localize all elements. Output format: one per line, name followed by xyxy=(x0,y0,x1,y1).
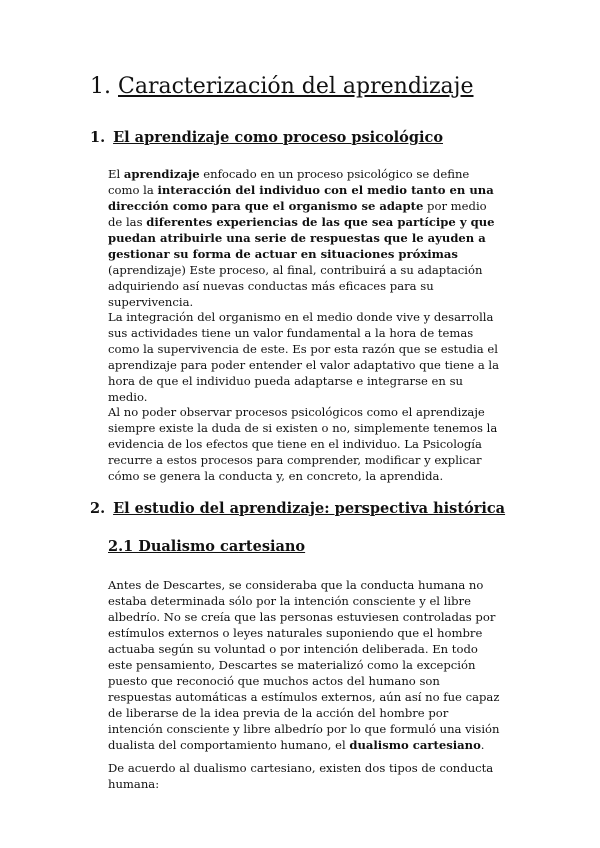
text-run: por medio de las xyxy=(108,199,487,229)
chapter-title: Caracterización del aprendizaje xyxy=(118,74,474,99)
section-1-number: 1. xyxy=(90,129,106,146)
text-run: (aprendizaje) Este proceso, al final, contribuirá a su adaptación adquiriendo así nuevas conductas más eficaces para su supervivencia. xyxy=(108,263,483,309)
bold-definition-interaccion: interacción del individuo con el medio tanto en una dirección como para que el organismo se adapte xyxy=(108,183,494,213)
text-run: enfocado en un proceso psicológico se define como la xyxy=(108,167,470,197)
section-1-paragraph-3: Al no poder observar procesos psicológicos como el aprendizaje siempre existe la duda de si existen o no, simplemente tenemos la evidencia de los efectos que tiene en el individuo. La Psicología recurre a estos procesos para comprender, modificar y explicar cómo se genera la conducta y, en concreto, la aprendida. xyxy=(108,405,498,483)
text-run: El xyxy=(108,167,124,181)
section-1-paragraph-1 xyxy=(108,166,500,310)
section-2-title: El estudio del aprendizaje: perspectiva histórica xyxy=(113,500,506,517)
subsection-2-1-title: 2.1 Dualismo cartesiano xyxy=(108,538,306,555)
bold-term-dualismo: dualismo cartesiano xyxy=(349,738,481,752)
section-2-number: 2. xyxy=(90,500,106,517)
bold-definition-experiencias: diferentes experiencias de las que sea partícipe y que puedan atribuirle una serie de respuestas que le ayuden a gestionar su forma de actuar en situaciones próximas xyxy=(108,215,495,261)
subsection-2-1-paragraph-2: De acuerdo al dualismo cartesiano, existen dos tipos de conducta humana: xyxy=(108,761,494,791)
text-run: Antes de Descartes, se consideraba que la conducta humana no estaba determinada sólo por la intención consciente y el libre albedrío. No se creía que las personas estuviesen controladas por estímulos externos o leyes naturales suponiendo que el hombre actuaba según su voluntad o por intención deliberada. En todo este pensamiento, Descartes se materializó como la excepción puesto que reconoció que muchos actos del humano son respuestas automáticas a estímulos externos, aún así no fue capaz de liberarse de la idea previa de la acción del hombre por intención consciente y libre albedrío por lo que formuló una visión dualista del comportamiento humano, el xyxy=(108,578,500,752)
bold-term-aprendizaje: aprendizaje xyxy=(123,167,200,181)
chapter-number: 1. xyxy=(90,74,111,99)
chapter-heading xyxy=(90,72,474,102)
section-1-heading xyxy=(90,129,443,146)
text-run: . xyxy=(480,738,485,752)
section-2-heading xyxy=(90,500,505,517)
section-1-title: El aprendizaje como proceso psicológico xyxy=(113,129,443,146)
section-1-paragraph-2: La integración del organismo en el medio donde vive y desarrolla sus actividades tiene un valor fundamental a la hora de temas como la supervivencia de este. Es por esta razón que se estudia el aprendizaje para poder entender el valor adaptativo que tiene a la hora de que el individuo pueda adaptarse e integrarse en su medio. xyxy=(108,310,500,404)
subsection-2-1-paragraph-1 xyxy=(108,577,500,753)
